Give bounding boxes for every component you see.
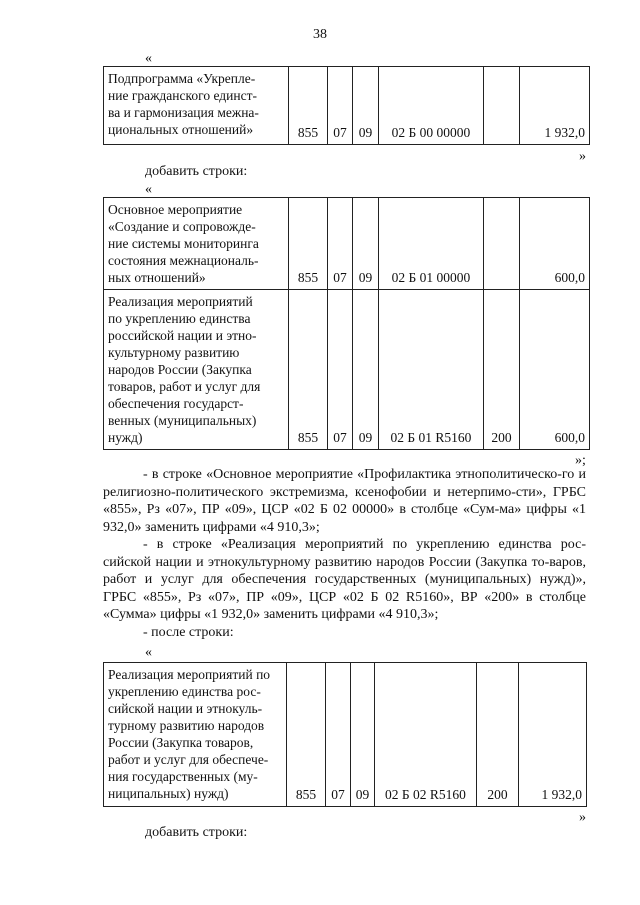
pr-cell: 09: [353, 290, 379, 450]
budget-table-3: [103, 662, 587, 807]
rz-cell: 07: [328, 67, 353, 145]
pr-cell: 09: [353, 198, 379, 290]
table-row: [104, 67, 590, 145]
sum-cell: 600,0: [520, 198, 590, 290]
budget-table-2: [103, 197, 590, 450]
csr-cell: 02 Б 02 R5160: [375, 663, 477, 807]
pr-cell: 09: [351, 663, 375, 807]
amendment-text: [103, 466, 586, 641]
vr-cell: [484, 198, 520, 290]
open-quote: «: [145, 645, 152, 660]
table-row: [104, 663, 587, 807]
csr-cell: 02 Б 01 R5160: [379, 290, 484, 450]
paragraph: - после строки:: [143, 624, 234, 640]
table-row: [104, 290, 590, 450]
rz-cell: 07: [328, 198, 353, 290]
grbs-cell: 855: [287, 663, 326, 807]
open-quote: «: [145, 182, 152, 197]
row-name-cell: Основное мероприятие «Создание и сопровожде- ние системы мониторинга состояния межнациональ- ных отношений»: [104, 198, 289, 290]
add-rows-label: добавить строки:: [145, 164, 248, 179]
vr-cell: 200: [477, 663, 519, 807]
paragraph: - в строке «Основное мероприятие «Профилактика этнополитическо-го и религиозно-политического экстремизма, ксенофобии и нетерпимо-сти», ГРБС «855», Рз «07», ПР «09», ЦСР «02 Б 02 00000» в столбце «Сум-ма» цифры «1 932,0» заменить цифрами «4 910,3»;: [103, 467, 586, 535]
rz-cell: 07: [326, 663, 351, 807]
open-quote: «: [145, 51, 152, 66]
sum-cell: 600,0: [520, 290, 590, 450]
sum-cell: 1 932,0: [520, 67, 590, 145]
rz-cell: 07: [328, 290, 353, 450]
grbs-cell: 855: [289, 67, 328, 145]
csr-cell: 02 Б 00 00000: [379, 67, 484, 145]
vr-cell: 200: [484, 290, 520, 450]
row-name-cell: Реализация мероприятий по укреплению единства российской нации и этно- культурному развитию народов России (Закупка товаров, работ и услуг для обеспечения государст- венных (муниципальных) нужд): [104, 290, 289, 450]
close-quote: »: [579, 149, 586, 164]
row-name-cell: Подпрограмма «Укрепле- ние гражданского единст- ва и гармонизация межна- циональных отношений»: [104, 67, 289, 145]
close-quote-semicolon: »;: [575, 453, 586, 468]
table-row: [104, 198, 590, 290]
grbs-cell: 855: [289, 198, 328, 290]
sum-cell: 1 932,0: [519, 663, 587, 807]
paragraph: - в строке «Реализация мероприятий по укреплению единства рос-сийской нации и этнокультурному развитию народов России (Закупка то-варов, работ и услуг для обеспечения государственных (муниципальных) нужд)», ГРБС «855», Рз «07», ПР «09», ЦСР «02 Б 02 R5160», ВР «200» в столбце «Сумма» цифры «1 932,0» заменить цифрами «4 910,3»;: [103, 537, 586, 622]
page-number: 38: [313, 27, 327, 42]
grbs-cell: 855: [289, 290, 328, 450]
close-quote: »: [579, 810, 586, 825]
pr-cell: 09: [353, 67, 379, 145]
row-name-cell: Реализация мероприятий по укреплению единства рос- сийской нации и этнокуль- турному развитию народов России (Закупка товаров, работ и услуг для обеспече- ния государственных (му- ниципальных) нужд): [104, 663, 287, 807]
add-rows-label: добавить строки:: [145, 825, 248, 840]
budget-table-1: [103, 66, 590, 145]
vr-cell: [484, 67, 520, 145]
csr-cell: 02 Б 01 00000: [379, 198, 484, 290]
